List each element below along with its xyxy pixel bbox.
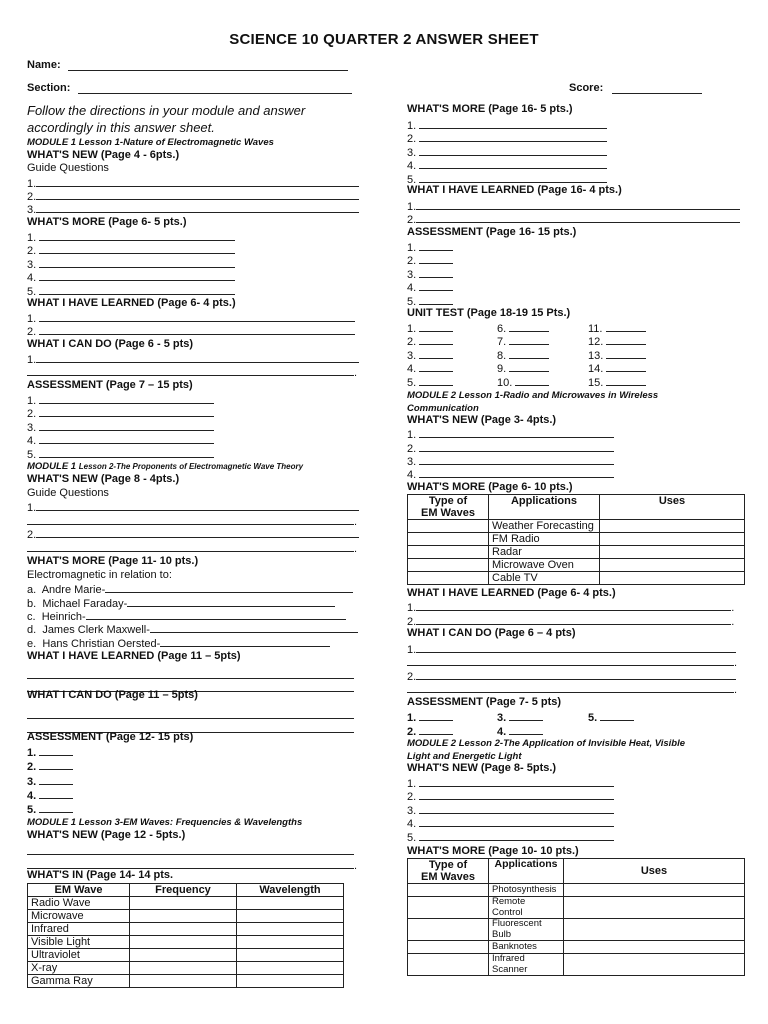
answer-blank[interactable] [39, 311, 355, 322]
uses-cell[interactable] [564, 897, 745, 919]
answer-blank[interactable] [150, 622, 358, 633]
answer-blank[interactable] [39, 243, 235, 254]
uses-cell[interactable] [600, 559, 745, 572]
wavelength-cell[interactable] [237, 897, 344, 910]
answer-blank[interactable] [419, 710, 453, 721]
answer-blank[interactable] [419, 776, 614, 787]
item-number: 1. [27, 395, 37, 407]
item-number: 12. [588, 336, 604, 348]
section-heading: WHAT I HAVE LEARNED (Page 11 – 5pts) [27, 650, 241, 662]
answer-blank[interactable] [419, 724, 453, 735]
item-number: 3. [407, 269, 417, 281]
answer-blank[interactable] [419, 454, 614, 465]
type-cell[interactable] [408, 572, 489, 585]
header-line: Type of [428, 859, 468, 871]
applications-table [407, 494, 745, 585]
module-heading: Light and Energetic Light [407, 751, 522, 762]
answer-blank[interactable] [27, 858, 354, 869]
answer-blank[interactable] [416, 199, 740, 210]
item-number: 1. [407, 644, 417, 656]
item-letter: e. [27, 638, 37, 650]
em-relation-label: Electromagnetic in relation to: [27, 569, 172, 581]
answer-blank[interactable] [27, 541, 354, 552]
answer-blank[interactable] [39, 447, 214, 458]
table-row [28, 936, 344, 949]
answer-blank[interactable] [39, 420, 214, 431]
item-number: 2. [27, 529, 37, 541]
table-row [408, 559, 745, 572]
answer-blank[interactable] [39, 774, 73, 785]
answer-blank[interactable] [419, 118, 607, 129]
application-cell [489, 954, 564, 976]
table-header [408, 495, 489, 520]
item-number: 3. [407, 350, 417, 362]
answer-blank[interactable] [606, 321, 646, 332]
answer-blank[interactable] [39, 230, 235, 241]
module-number: MODULE 1 [27, 461, 77, 472]
header-line: EM Waves [420, 871, 475, 883]
answer-blank[interactable] [36, 189, 359, 200]
item-number: 2. [27, 245, 37, 257]
em-wave-cell: Microwave [28, 910, 130, 923]
left-column: MODULE 1 Lesson 1-Nature of Electromagnetic Waves WHAT'S NEW (Page 4 - 6pts.) Guide Questions 1. 2. 3. WHAT'S MORE (Page 6- 5 pts.) 1. 2. 3. 4. 5. WHAT I HAVE LEARNED (Page 6- 4 pts.) 1. 2. WHAT I CAN DO (Page 6 - 5 pts) 1. . ASSESSMENT (Page 7 – 15 pts) 1. 2. 3. 4. 5. MODULE 1 Lesson 2-The Proponents of Electromagnetic Wave Theory WHAT'S NEW (Page 8 - 4pts.) Guide Questions 1. . 2. . WHAT'S MORE (Page 11- 10 pts.) Electromagnetic in relation to: a. Andre Marie- b. Michael Faraday- c. Heinrich- d. James Clerk Maxwell- e. Hans Christian Oersted- WHAT I HAVE LEARNED (Page 11 – 5pts) WHAT I CAN DO (Page 11 – 5pts) ASSESSMENT (Page 12- 15 pts) 1. 2. 3. 4. 5. MODULE 1 Lesson 3-EM Waves: Frequencies & Wavelengths WHAT'S NEW (Page 12 - 5pts.) . WHAT'S IN (Page 14- 14 pts. [27, 0, 367, 1024]
answer-blank[interactable] [419, 375, 453, 386]
wavelength-cell[interactable] [237, 923, 344, 936]
module-heading: MODULE 1 Lesson 3-EM Waves: Frequencies & Wavelengths [27, 817, 303, 828]
table-row [28, 962, 344, 975]
item-number: 4. [407, 160, 417, 172]
frequency-cell[interactable] [130, 975, 237, 988]
item-number: 2. [407, 443, 417, 455]
answer-blank[interactable] [27, 668, 354, 679]
frequency-cell[interactable] [130, 923, 237, 936]
type-cell[interactable] [408, 559, 489, 572]
frequency-cell[interactable] [130, 910, 237, 923]
type-cell[interactable] [408, 919, 489, 941]
scientist-name: Hans Christian Oersted- [42, 638, 161, 650]
section-heading: WHAT I HAVE LEARNED (Page 6- 4 pts.) [407, 587, 616, 599]
cell-line: Infrared [492, 953, 525, 964]
module-heading: MODULE 1 Lesson 1-Nature of Electromagnetic Waves [27, 137, 274, 148]
table-row [28, 910, 344, 923]
item-number: 4. [407, 469, 417, 481]
page-title: SCIENCE 10 QUARTER 2 ANSWER SHEET [229, 31, 539, 48]
answer-blank[interactable] [39, 270, 235, 281]
item-number: 13. [588, 350, 604, 362]
item-number: 1. [27, 232, 37, 244]
answer-blank[interactable] [39, 284, 235, 295]
answer-blank[interactable] [416, 600, 731, 611]
cell-line: Photosynthesis [492, 883, 557, 895]
answer-blank[interactable] [509, 321, 549, 332]
section-heading: ASSESSMENT (Page 16- 15 pts.) [407, 226, 577, 238]
item-number: 2. [407, 255, 417, 267]
type-cell[interactable] [408, 520, 489, 533]
item-letter: b. [27, 598, 37, 610]
item-number: 2. [27, 761, 37, 773]
item-number: 15. [588, 377, 604, 389]
answer-blank[interactable] [419, 280, 453, 291]
table-row [408, 941, 745, 954]
table-row [408, 533, 745, 546]
scientist-name: Heinrich- [41, 611, 86, 623]
item-number: 4. [27, 790, 37, 802]
wavelength-cell[interactable] [237, 962, 344, 975]
item-number: 1. [407, 712, 417, 724]
answer-blank[interactable] [419, 361, 453, 372]
wavelength-cell[interactable] [237, 910, 344, 923]
application-cell [489, 941, 564, 954]
answer-blank[interactable] [419, 467, 614, 478]
item-number: 1. [27, 502, 37, 514]
item-number: 1. [27, 178, 37, 190]
answer-blank[interactable] [419, 803, 614, 814]
item-number: 4. [27, 272, 37, 284]
application-cell: Cable TV [489, 572, 600, 585]
item-number: 2. [407, 726, 417, 738]
item-number: 4. [407, 818, 417, 830]
table-row [28, 923, 344, 936]
item-number: 5. [407, 296, 417, 308]
section-heading: WHAT'S NEW (Page 12 - 5pts.) [27, 829, 186, 841]
table-row [408, 572, 745, 585]
item-number: 7. [497, 336, 507, 348]
table-row [28, 897, 344, 910]
answer-blank[interactable] [419, 441, 614, 452]
application-cell [489, 884, 564, 897]
item-number: 2. [27, 408, 37, 420]
item-number: 1. [27, 354, 37, 366]
item-number: 1. [27, 313, 37, 325]
item-number: 1. [27, 747, 37, 759]
item-letter: d. [27, 624, 37, 636]
answer-blank[interactable] [36, 352, 359, 363]
section-heading: ASSESSMENT (Page 7 – 15 pts) [27, 379, 193, 391]
item-number: 9. [497, 363, 507, 375]
item-number: 1. [407, 429, 417, 441]
table-header: Uses [600, 495, 745, 520]
item-number: 3. [407, 456, 417, 468]
item-number: 8. [497, 350, 507, 362]
section-heading: WHAT'S MORE (Page 11- 10 pts.) [27, 555, 199, 567]
section-heading: WHAT'S NEW (Page 3- 4pts.) [407, 414, 557, 426]
scientist-name: Andre Marie- [41, 584, 106, 596]
answer-blank[interactable] [419, 789, 614, 800]
scientist-name: James Clerk Maxwell- [42, 624, 150, 636]
lesson-title: Lesson 2-The Proponents of Electromagnetic Wave Theory [78, 462, 304, 471]
table-row [408, 919, 745, 941]
item-number: 3. [407, 147, 417, 159]
em-wave-cell: Gamma Ray [28, 975, 130, 988]
module-heading: MODULE 2 Lesson 2-The Application of Invisible Heat, Visible [407, 738, 686, 749]
section-heading: WHAT'S NEW (Page 4 - 6pts.) [27, 149, 180, 161]
answer-blank[interactable] [419, 240, 453, 251]
directions-line-1: Follow the directions in your module and answer [27, 103, 306, 118]
section-heading: UNIT TEST (Page 18-19 15 Pts.) [407, 307, 571, 319]
answer-blank[interactable] [105, 582, 353, 593]
answer-blank[interactable] [606, 334, 646, 345]
answer-blank[interactable] [416, 212, 740, 223]
answer-blank[interactable] [419, 267, 453, 278]
type-cell[interactable] [408, 954, 489, 976]
answer-blank[interactable] [419, 294, 453, 305]
section-heading: WHAT I HAVE LEARNED (Page 16- 4 pts.) [407, 184, 622, 196]
item-number: 5. [27, 286, 37, 298]
answer-blank[interactable] [36, 176, 359, 187]
application-cell [489, 897, 564, 919]
answer-blank[interactable] [36, 527, 359, 538]
wavelength-cell[interactable] [237, 975, 344, 988]
answer-blank[interactable] [27, 844, 354, 855]
em-wave-cell: Ultraviolet [28, 949, 130, 962]
answer-blank[interactable] [416, 669, 736, 680]
answer-blank[interactable] [416, 642, 736, 653]
applications-table-2 [407, 858, 745, 976]
section-heading: WHAT'S MORE (Page 6- 10 pts.) [407, 481, 573, 493]
item-number: 1. [407, 201, 417, 213]
table-header: EM Wave [28, 884, 130, 897]
application-cell [489, 919, 564, 941]
cell-line: Banknotes [492, 940, 537, 952]
guide-questions-label: Guide Questions [27, 162, 109, 174]
answer-blank[interactable] [39, 759, 73, 770]
table-row [408, 520, 745, 533]
wavelength-cell[interactable] [237, 949, 344, 962]
frequency-cell[interactable] [130, 962, 237, 975]
answer-blank[interactable] [416, 614, 731, 625]
answer-blank[interactable] [27, 514, 354, 525]
item-number: 3. [27, 422, 37, 434]
table-header: Applications [489, 495, 600, 520]
item-letter: a. [27, 584, 37, 596]
cell-line: Bulb [492, 928, 512, 940]
application-cell: Microwave Oven [489, 559, 600, 572]
item-number: 3. [497, 712, 507, 724]
answer-blank[interactable] [407, 655, 734, 666]
table-header: Wavelength [237, 884, 344, 897]
header-line: Type of [428, 495, 468, 507]
answer-blank[interactable] [39, 745, 73, 756]
em-wave-cell: X-ray [28, 962, 130, 975]
em-wave-cell: Infrared [28, 923, 130, 936]
item-number: 3. [27, 776, 37, 788]
item-number: 5. [407, 174, 417, 186]
item-number: 10. [497, 377, 513, 389]
item-number: 5. [407, 832, 417, 844]
answer-blank[interactable] [419, 427, 614, 438]
answer-blank[interactable] [39, 257, 235, 268]
answer-blank[interactable] [407, 682, 734, 693]
right-column: WHAT'S MORE (Page 16- 5 pts.) 1. 2. 3. 4. 5. WHAT I HAVE LEARNED (Page 16- 4 pts.) 1. 2. ASSESSMENT (Page 16- 15 pts.) 1. 2. 3. 4. 5. UNIT TEST (Page 18-19 15 Pts.) 1. 6. 11. 2. 7. 12. 3. 8. 13. 4. 9. 14. 5. 10. 15. MODULE 2 Lesson 1-Radio and Microwaves in Wireless Communication WHAT'S NEW (Page 3- 4pts.) 1. 2. 3. 4. WHAT'S MORE (Page 6- 10 pts.) WHAT I HAVE LEARNED (Page 6- 4 pts.) 1. . 2. . WHAT I CAN DO (Page 6 – 4 pts) 1. . 2. . ASSESSMENT (Page 7- 5 pts) 1. 3. 5. 2. 4. MODULE 2 Lesson 2-The Application of Invisible Heat, Visible Light and Energetic Light WHAT'S NEW (Page 8- 5pts.) 1. 2. 3. 4. 5. WHAT'S MORE (Page 10- 10 pts.) [407, 0, 747, 1024]
item-number: 1. [407, 602, 417, 614]
item-number: 5. [588, 712, 598, 724]
type-cell[interactable] [408, 941, 489, 954]
section-heading: WHAT'S MORE (Page 10- 10 pts.) [407, 845, 579, 857]
item-number: 14. [588, 363, 604, 375]
uses-cell[interactable] [600, 520, 745, 533]
section-heading: ASSESSMENT (Page 7- 5 pts) [407, 696, 562, 708]
em-wave-cell: Radio Wave [28, 897, 130, 910]
scientist-name: Michael Faraday- [42, 598, 128, 610]
answer-blank[interactable] [515, 375, 549, 386]
section-label: Section: [27, 82, 71, 94]
table-header: Frequency [130, 884, 237, 897]
answer-blank[interactable] [509, 724, 543, 735]
answer-line [27, 202, 359, 217]
item-number: 4. [497, 726, 507, 738]
header-line: EM Waves [420, 507, 475, 519]
answer-blank[interactable] [39, 802, 73, 813]
table-row [28, 949, 344, 962]
module-heading: MODULE 2 Lesson 1-Radio and Microwaves in Wireless [407, 390, 659, 401]
item-number: 4. [407, 282, 417, 294]
em-wave-cell: Visible Light [28, 936, 130, 949]
table-row [408, 897, 745, 919]
answer-blank[interactable] [509, 348, 549, 359]
uses-cell[interactable] [564, 884, 745, 897]
table-header: Uses [564, 859, 745, 884]
section-heading: WHAT I HAVE LEARNED (Page 6- 4 pts.) [27, 297, 236, 309]
cell-line: Fluorescent [492, 918, 542, 929]
cell-line: Remote [492, 896, 526, 907]
guide-questions-label: Guide Questions [27, 487, 109, 499]
table-row [408, 954, 745, 976]
item-number: 4. [27, 435, 37, 447]
answer-blank[interactable] [39, 433, 214, 444]
answer-blank[interactable] [419, 334, 453, 345]
answer-blank[interactable] [509, 361, 549, 372]
answer-blank[interactable] [419, 131, 607, 142]
name-label: Name: [27, 59, 61, 71]
answer-blank[interactable] [606, 348, 646, 359]
section-heading: WHAT'S MORE (Page 16- 5 pts.) [407, 103, 573, 115]
uses-cell[interactable] [564, 919, 745, 941]
item-number: 5. [407, 377, 417, 389]
score-label: Score: [569, 82, 604, 94]
answer-blank[interactable] [36, 202, 359, 213]
application-cell: Radar [489, 546, 600, 559]
frequency-cell[interactable] [130, 949, 237, 962]
answer-blank[interactable] [36, 500, 359, 511]
item-number: 4. [407, 363, 417, 375]
module-heading [27, 460, 303, 473]
item-number: 1. [407, 242, 417, 254]
type-cell[interactable] [408, 533, 489, 546]
answer-blank[interactable] [419, 321, 453, 332]
table-row [408, 884, 745, 897]
uses-cell[interactable] [600, 533, 745, 546]
section-heading: WHAT'S MORE (Page 6- 5 pts.) [27, 216, 187, 228]
frequency-cell[interactable] [130, 897, 237, 910]
cell-line: Control [492, 906, 523, 918]
frequency-cell[interactable] [130, 936, 237, 949]
item-number: 1. [407, 120, 417, 132]
section-heading: WHAT I CAN DO (Page 11 – 5pts) [27, 689, 198, 701]
table-header [408, 859, 489, 884]
uses-cell[interactable] [600, 546, 745, 559]
table-row [28, 975, 344, 988]
item-number: 2. [407, 616, 417, 628]
directions-line-2: accordingly in this answer sheet. [27, 120, 215, 135]
answer-blank[interactable] [509, 334, 549, 345]
answer-blank[interactable] [86, 609, 346, 620]
application-cell: FM Radio [489, 533, 600, 546]
type-cell[interactable] [408, 546, 489, 559]
item-number: 6. [497, 323, 507, 335]
item-number: 2. [407, 133, 417, 145]
type-cell[interactable] [408, 897, 489, 919]
section-heading: ASSESSMENT (Page 12- 15 pts) [27, 731, 194, 743]
answer-blank[interactable] [419, 172, 607, 183]
section-heading: WHAT'S NEW (Page 8- 5pts.) [407, 762, 557, 774]
item-number: 1. [407, 323, 417, 335]
answer-blank[interactable] [127, 596, 335, 607]
cell-line: Scanner [492, 963, 528, 975]
answer-blank[interactable] [419, 830, 614, 841]
section-heading: WHAT'S IN (Page 14- 14 pts. [27, 869, 174, 881]
module-heading: Communication [407, 403, 479, 414]
uses-cell[interactable] [600, 572, 745, 585]
item-number: 11. [588, 323, 603, 335]
answer-blank[interactable] [419, 816, 614, 827]
uses-cell[interactable] [564, 954, 745, 976]
application-cell: Weather Forecasting [489, 520, 600, 533]
section-heading: WHAT'S NEW (Page 8 - 4pts.) [27, 473, 180, 485]
item-number: 3. [27, 204, 37, 216]
item-number: 2. [27, 191, 37, 203]
item-letter: c. [27, 611, 36, 623]
wavelength-cell[interactable] [237, 936, 344, 949]
item-number: 1. [407, 778, 417, 790]
item-number: 3. [27, 259, 37, 271]
item-number: 5. [27, 449, 37, 461]
item-number: 2. [407, 336, 417, 348]
answer-blank[interactable] [606, 375, 646, 386]
answer-blank[interactable] [160, 636, 330, 647]
answer-blank[interactable] [419, 145, 607, 156]
answer-blank[interactable] [606, 361, 646, 372]
table-header: Applications [489, 859, 564, 884]
table-row [408, 546, 745, 559]
answer-blank[interactable] [27, 365, 354, 376]
answer-blank[interactable] [419, 348, 453, 359]
section-heading: WHAT I CAN DO (Page 6 – 4 pts) [407, 627, 576, 639]
answer-blank[interactable] [39, 393, 214, 404]
item-number: 2. [407, 791, 417, 803]
answer-blank[interactable] [419, 158, 607, 169]
answer-blank[interactable] [27, 708, 354, 719]
uses-cell[interactable] [564, 941, 745, 954]
answer-blank[interactable] [39, 324, 355, 335]
answer-blank[interactable] [39, 788, 73, 799]
item-number: 2. [407, 214, 417, 226]
item-number: 2. [27, 326, 37, 338]
section-heading: WHAT I CAN DO (Page 6 - 5 pts) [27, 338, 194, 350]
item-number: 2. [407, 671, 417, 683]
em-wave-table [27, 883, 344, 988]
item-number: 3. [407, 805, 417, 817]
answer-blank[interactable] [419, 253, 453, 264]
type-cell[interactable] [408, 884, 489, 897]
answer-blank[interactable] [600, 710, 634, 721]
answer-blank[interactable] [39, 406, 214, 417]
answer-blank[interactable] [509, 710, 543, 721]
item-number: 5. [27, 804, 37, 816]
